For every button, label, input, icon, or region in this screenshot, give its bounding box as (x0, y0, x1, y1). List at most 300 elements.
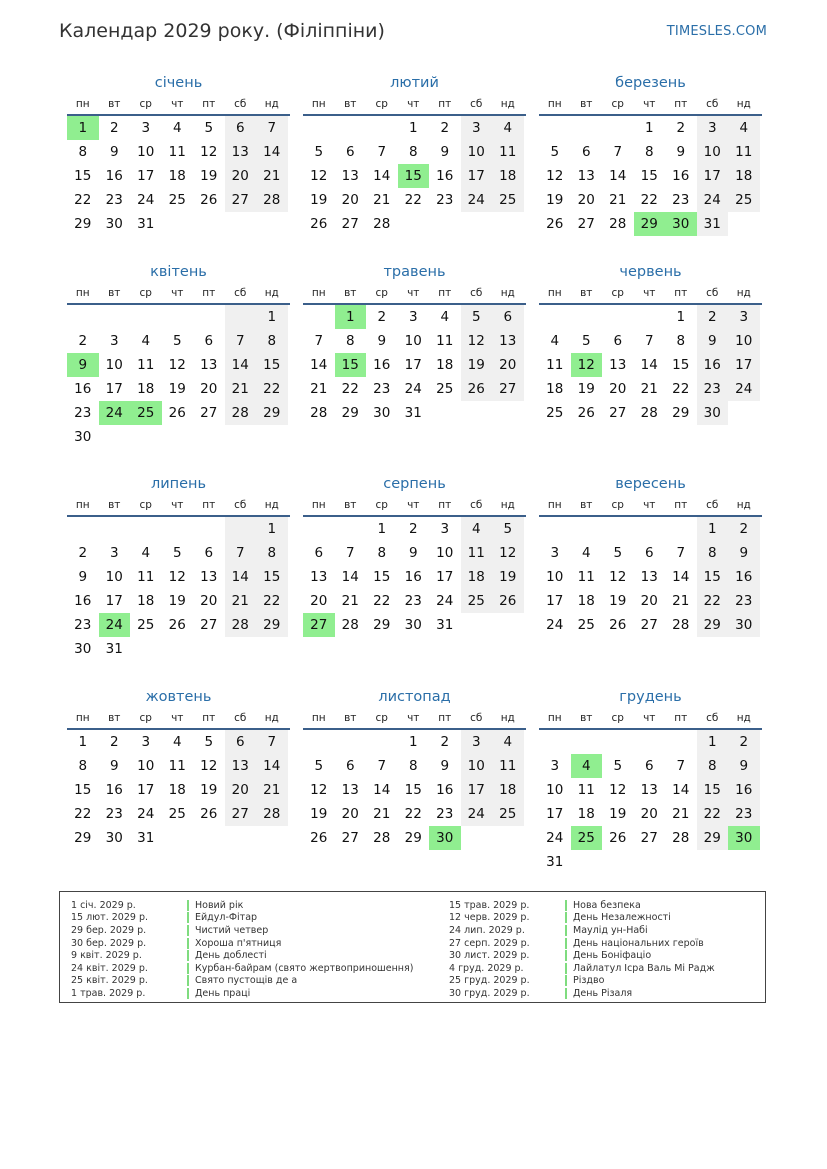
day: 18 (137, 381, 155, 397)
day: 23 (105, 806, 123, 822)
weekend-day: 2 (697, 305, 729, 329)
month-block (539, 686, 762, 874)
day-empty (728, 850, 760, 874)
weekend-day: 23 (728, 589, 760, 613)
holiday-date: 24 квіт. 2029 р. (71, 962, 148, 974)
day: 1 (408, 120, 418, 136)
day: 7 (676, 545, 686, 561)
day-empty (193, 517, 225, 541)
day: 31 (137, 216, 155, 232)
day: 15 (640, 168, 658, 184)
day: 16 (105, 782, 123, 798)
holiday-name: Різдво (573, 975, 605, 987)
weekend-day: 30 (728, 613, 760, 637)
holiday-row (449, 937, 715, 950)
day: 10 (546, 782, 564, 798)
day: 13 (200, 569, 218, 585)
day: 10 (404, 333, 422, 349)
weekend-day: 8 (697, 754, 729, 778)
day: 20 (200, 593, 218, 609)
weekend-day: 14 (256, 140, 288, 164)
holiday-marker (565, 988, 567, 999)
holiday-marker (565, 938, 567, 949)
day: 19 (310, 192, 328, 208)
weekday-label: нд (500, 98, 515, 110)
holiday-row (71, 899, 413, 912)
day-empty (634, 730, 666, 754)
day: 8 (644, 144, 654, 160)
weekend-day: 1 (697, 517, 729, 541)
weekend-day: 20 (225, 164, 257, 188)
day-empty (634, 850, 666, 874)
day: 12 (310, 168, 328, 184)
holiday-day: 15 (398, 164, 430, 188)
weekend-day: 31 (697, 212, 729, 236)
holiday-marker (187, 900, 189, 911)
day: 8 (408, 144, 418, 160)
weekend-day: 13 (225, 754, 257, 778)
weekend-day: 24 (697, 188, 729, 212)
day: 5 (204, 120, 214, 136)
day: 31 (546, 854, 564, 870)
weekday-label: нд (736, 287, 751, 299)
day: 24 (137, 806, 155, 822)
holiday-name: Новий рік (195, 899, 244, 911)
day: 31 (436, 617, 454, 633)
month-block (67, 261, 290, 449)
day: 22 (404, 192, 422, 208)
day: 30 (404, 617, 422, 633)
day: 6 (345, 144, 355, 160)
day: 1 (377, 521, 387, 537)
weekday-header (303, 94, 526, 116)
holiday-name: День Незалежності (573, 912, 671, 924)
weekend-day: 18 (492, 778, 524, 802)
day: 2 (408, 521, 418, 537)
day: 9 (109, 144, 119, 160)
day: 11 (168, 144, 186, 160)
holiday-name: День Різаля (573, 987, 633, 999)
month-block (303, 686, 526, 850)
day-empty (193, 637, 225, 661)
weekend-day: 7 (256, 730, 288, 754)
day-empty (492, 826, 524, 850)
day: 3 (141, 120, 151, 136)
day-empty (366, 730, 398, 754)
weekday-label: вт (108, 712, 121, 724)
day: 11 (577, 569, 595, 585)
day: 12 (546, 168, 564, 184)
holiday-date: 29 бер. 2029 р. (71, 924, 147, 936)
day: 10 (137, 144, 155, 160)
day: 14 (640, 357, 658, 373)
day-empty (99, 305, 131, 329)
day: 28 (609, 216, 627, 232)
weekday-label: вт (580, 98, 593, 110)
weekend-day: 25 (492, 188, 524, 212)
day: 5 (204, 734, 214, 750)
day: 4 (440, 309, 450, 325)
day: 20 (609, 381, 627, 397)
day: 31 (404, 405, 422, 421)
day-empty (225, 425, 257, 449)
day-empty (162, 425, 194, 449)
holiday-date: 12 черв. 2029 р. (449, 912, 530, 924)
day: 17 (105, 381, 123, 397)
month-name: серпень (383, 476, 446, 492)
weekday-label: пн (75, 98, 90, 110)
day-grid (67, 517, 290, 661)
day: 10 (137, 758, 155, 774)
weekend-day: 19 (492, 565, 524, 589)
holiday-date: 1 трав. 2029 р. (71, 987, 146, 999)
holiday-name: Ейдул-Фітар (195, 912, 258, 924)
day-empty (162, 826, 194, 850)
day: 2 (440, 120, 450, 136)
weekend-day: 30 (697, 401, 729, 425)
weekday-label: ср (375, 287, 388, 299)
day-empty (571, 305, 603, 329)
day: 8 (345, 333, 355, 349)
weekend-day: 11 (728, 140, 760, 164)
weekend-day: 14 (256, 754, 288, 778)
day: 15 (404, 782, 422, 798)
weekend-day: 14 (225, 565, 257, 589)
weekday-label: пт (202, 98, 216, 110)
holiday-day: 30 (429, 826, 461, 850)
day-empty (67, 305, 99, 329)
day: 19 (200, 168, 218, 184)
day: 4 (550, 333, 560, 349)
day: 5 (172, 333, 182, 349)
day: 24 (137, 192, 155, 208)
day: 20 (640, 806, 658, 822)
holiday-name: Лайлатул Ісра Валь Мі Радж (573, 962, 715, 974)
day-empty (335, 116, 367, 140)
day: 6 (204, 545, 214, 561)
day: 28 (640, 405, 658, 421)
day: 22 (373, 593, 391, 609)
weekday-header (303, 283, 526, 305)
weekday-label: пн (311, 712, 326, 724)
day: 6 (345, 758, 355, 774)
day-grid (303, 730, 526, 850)
day-empty (429, 212, 461, 236)
day: 5 (613, 758, 623, 774)
day: 3 (141, 734, 151, 750)
day-empty (303, 730, 335, 754)
weekend-day: 25 (728, 188, 760, 212)
weekday-label: вт (344, 287, 357, 299)
day: 5 (613, 545, 623, 561)
holiday-name: Хороша п'ятниця (195, 937, 282, 949)
weekend-day: 21 (225, 589, 257, 613)
weekday-label: пт (674, 712, 688, 724)
day: 19 (310, 806, 328, 822)
weekday-label: сб (706, 287, 719, 299)
holiday-name: День національних героїв (573, 937, 704, 949)
day: 30 (373, 405, 391, 421)
day: 16 (404, 569, 422, 585)
weekend-day: 24 (728, 377, 760, 401)
holiday-marker (565, 963, 567, 974)
weekday-label: чт (643, 287, 656, 299)
weekday-label: ср (611, 287, 624, 299)
weekend-day: 22 (256, 377, 288, 401)
day: 18 (546, 381, 564, 397)
day-empty (602, 305, 634, 329)
day: 13 (200, 357, 218, 373)
weekend-day: 6 (492, 305, 524, 329)
weekend-day: 3 (461, 730, 493, 754)
day-empty (571, 850, 603, 874)
day: 8 (676, 333, 686, 349)
day: 16 (436, 782, 454, 798)
day: 26 (609, 617, 627, 633)
day: 22 (341, 381, 359, 397)
day-empty (67, 517, 99, 541)
day: 18 (436, 357, 454, 373)
weekend-day: 29 (256, 613, 288, 637)
weekday-header (539, 94, 762, 116)
day: 17 (137, 168, 155, 184)
day: 6 (581, 144, 591, 160)
day: 14 (310, 357, 328, 373)
day-empty (665, 850, 697, 874)
month-block (67, 72, 290, 236)
weekend-day: 28 (225, 401, 257, 425)
day-empty (697, 850, 729, 874)
holiday-date: 1 січ. 2029 р. (71, 899, 136, 911)
holiday-date: 15 лют. 2029 р. (71, 912, 148, 924)
weekend-day: 17 (728, 353, 760, 377)
month-name: травень (383, 264, 446, 280)
day-empty (461, 826, 493, 850)
day: 27 (341, 216, 359, 232)
holiday-date: 24 лип. 2029 р. (449, 924, 525, 936)
day: 23 (436, 806, 454, 822)
weekend-day: 29 (256, 401, 288, 425)
day: 13 (577, 168, 595, 184)
weekday-header (67, 495, 290, 517)
day: 14 (672, 569, 690, 585)
day: 29 (672, 405, 690, 421)
day-empty (225, 305, 257, 329)
weekend-day: 22 (256, 589, 288, 613)
weekend-day: 12 (461, 329, 493, 353)
day-empty (256, 826, 288, 850)
weekend-day: 9 (728, 754, 760, 778)
weekday-label: ср (139, 712, 152, 724)
weekend-day: 18 (728, 164, 760, 188)
day-empty (571, 730, 603, 754)
day-empty (461, 401, 493, 425)
weekend-day: 28 (256, 188, 288, 212)
holiday-name: Нова безпека (573, 899, 641, 911)
holiday-row (71, 949, 413, 962)
holiday-date: 27 серп. 2029 р. (449, 937, 530, 949)
weekend-day: 5 (492, 517, 524, 541)
weekday-label: сб (470, 712, 483, 724)
day-empty (256, 212, 288, 236)
weekday-label: нд (736, 98, 751, 110)
day: 17 (105, 593, 123, 609)
weekday-label: ср (139, 287, 152, 299)
day: 3 (408, 309, 418, 325)
weekday-label: вт (108, 98, 121, 110)
weekday-label: нд (264, 499, 279, 511)
holiday-marker (565, 912, 567, 923)
day: 15 (373, 569, 391, 585)
weekend-day: 16 (728, 565, 760, 589)
day: 24 (404, 381, 422, 397)
day: 10 (436, 545, 454, 561)
day: 11 (546, 357, 564, 373)
weekend-day: 1 (256, 305, 288, 329)
day: 12 (609, 569, 627, 585)
day-empty (602, 730, 634, 754)
weekday-label: нд (264, 287, 279, 299)
weekend-day: 11 (461, 541, 493, 565)
holiday-day: 1 (67, 116, 99, 140)
holiday-row (71, 975, 413, 988)
day: 18 (577, 806, 595, 822)
day-empty (193, 305, 225, 329)
weekend-day: 23 (728, 802, 760, 826)
day: 18 (168, 168, 186, 184)
weekday-label: чт (407, 287, 420, 299)
month-block (539, 473, 762, 637)
holiday-marker (565, 975, 567, 986)
day: 9 (440, 144, 450, 160)
day: 6 (644, 545, 654, 561)
day: 24 (546, 617, 564, 633)
weekend-day: 2 (728, 730, 760, 754)
weekday-label: пн (547, 287, 562, 299)
weekend-day: 3 (728, 305, 760, 329)
day: 8 (408, 758, 418, 774)
weekend-day: 9 (697, 329, 729, 353)
day: 19 (168, 593, 186, 609)
weekday-label: сб (706, 499, 719, 511)
month-block (303, 261, 526, 425)
day: 13 (341, 168, 359, 184)
day-empty (335, 517, 367, 541)
weekday-label: сб (234, 98, 247, 110)
day-empty (162, 517, 194, 541)
day: 26 (310, 830, 328, 846)
weekend-day: 7 (225, 329, 257, 353)
holiday-marker (187, 925, 189, 936)
day: 9 (377, 333, 387, 349)
day-empty (130, 305, 162, 329)
holiday-name: Чистий четвер (195, 924, 269, 936)
holiday-row (449, 962, 715, 975)
day-empty (429, 401, 461, 425)
weekday-label: сб (706, 712, 719, 724)
day: 28 (310, 405, 328, 421)
day: 14 (672, 782, 690, 798)
day: 18 (168, 782, 186, 798)
day: 31 (137, 830, 155, 846)
day: 12 (168, 569, 186, 585)
day-grid (67, 116, 290, 236)
weekday-label: чт (171, 98, 184, 110)
day: 11 (137, 357, 155, 373)
day: 5 (314, 144, 324, 160)
weekday-label: нд (500, 712, 515, 724)
day: 30 (74, 429, 92, 445)
day: 27 (609, 405, 627, 421)
holiday-list (59, 891, 766, 1003)
day: 16 (74, 593, 92, 609)
day: 1 (644, 120, 654, 136)
day-empty (665, 517, 697, 541)
weekday-label: вт (580, 712, 593, 724)
weekday-label: пн (75, 287, 90, 299)
day-empty (162, 637, 194, 661)
holiday-day: 24 (99, 401, 131, 425)
weekend-day: 28 (225, 613, 257, 637)
weekday-label: вт (344, 712, 357, 724)
weekend-day: 24 (461, 188, 493, 212)
site-link[interactable]: TIMESLES.COM (666, 24, 767, 39)
holiday-date: 30 груд. 2029 р. (449, 987, 530, 999)
holiday-column-left (71, 899, 413, 1000)
weekday-label: вт (344, 98, 357, 110)
weekday-label: пн (311, 499, 326, 511)
weekday-label: ср (611, 499, 624, 511)
day: 14 (341, 569, 359, 585)
day: 13 (640, 782, 658, 798)
day: 23 (74, 405, 92, 421)
day: 12 (168, 357, 186, 373)
holiday-row (449, 912, 715, 925)
weekend-day: 27 (225, 188, 257, 212)
day-empty (335, 730, 367, 754)
holiday-day: 30 (728, 826, 760, 850)
day: 21 (640, 381, 658, 397)
day: 11 (137, 569, 155, 585)
day: 25 (168, 192, 186, 208)
day-empty (539, 517, 571, 541)
day: 19 (546, 192, 564, 208)
day-empty (461, 212, 493, 236)
weekend-day: 5 (461, 305, 493, 329)
weekend-day: 27 (225, 802, 257, 826)
holiday-day: 4 (571, 754, 603, 778)
day: 21 (672, 593, 690, 609)
weekend-day: 8 (256, 541, 288, 565)
day: 26 (609, 830, 627, 846)
weekday-label: сб (470, 499, 483, 511)
day-empty (225, 637, 257, 661)
weekday-label: пт (438, 98, 452, 110)
day: 10 (105, 569, 123, 585)
day: 2 (109, 734, 119, 750)
day: 17 (404, 357, 422, 373)
day: 2 (440, 734, 450, 750)
day: 5 (314, 758, 324, 774)
weekend-day: 13 (225, 140, 257, 164)
holiday-marker (565, 950, 567, 961)
weekday-label: сб (470, 287, 483, 299)
holiday-marker (187, 963, 189, 974)
weekend-day: 29 (697, 613, 729, 637)
day: 9 (408, 545, 418, 561)
weekend-day: 25 (492, 802, 524, 826)
day-empty (225, 517, 257, 541)
